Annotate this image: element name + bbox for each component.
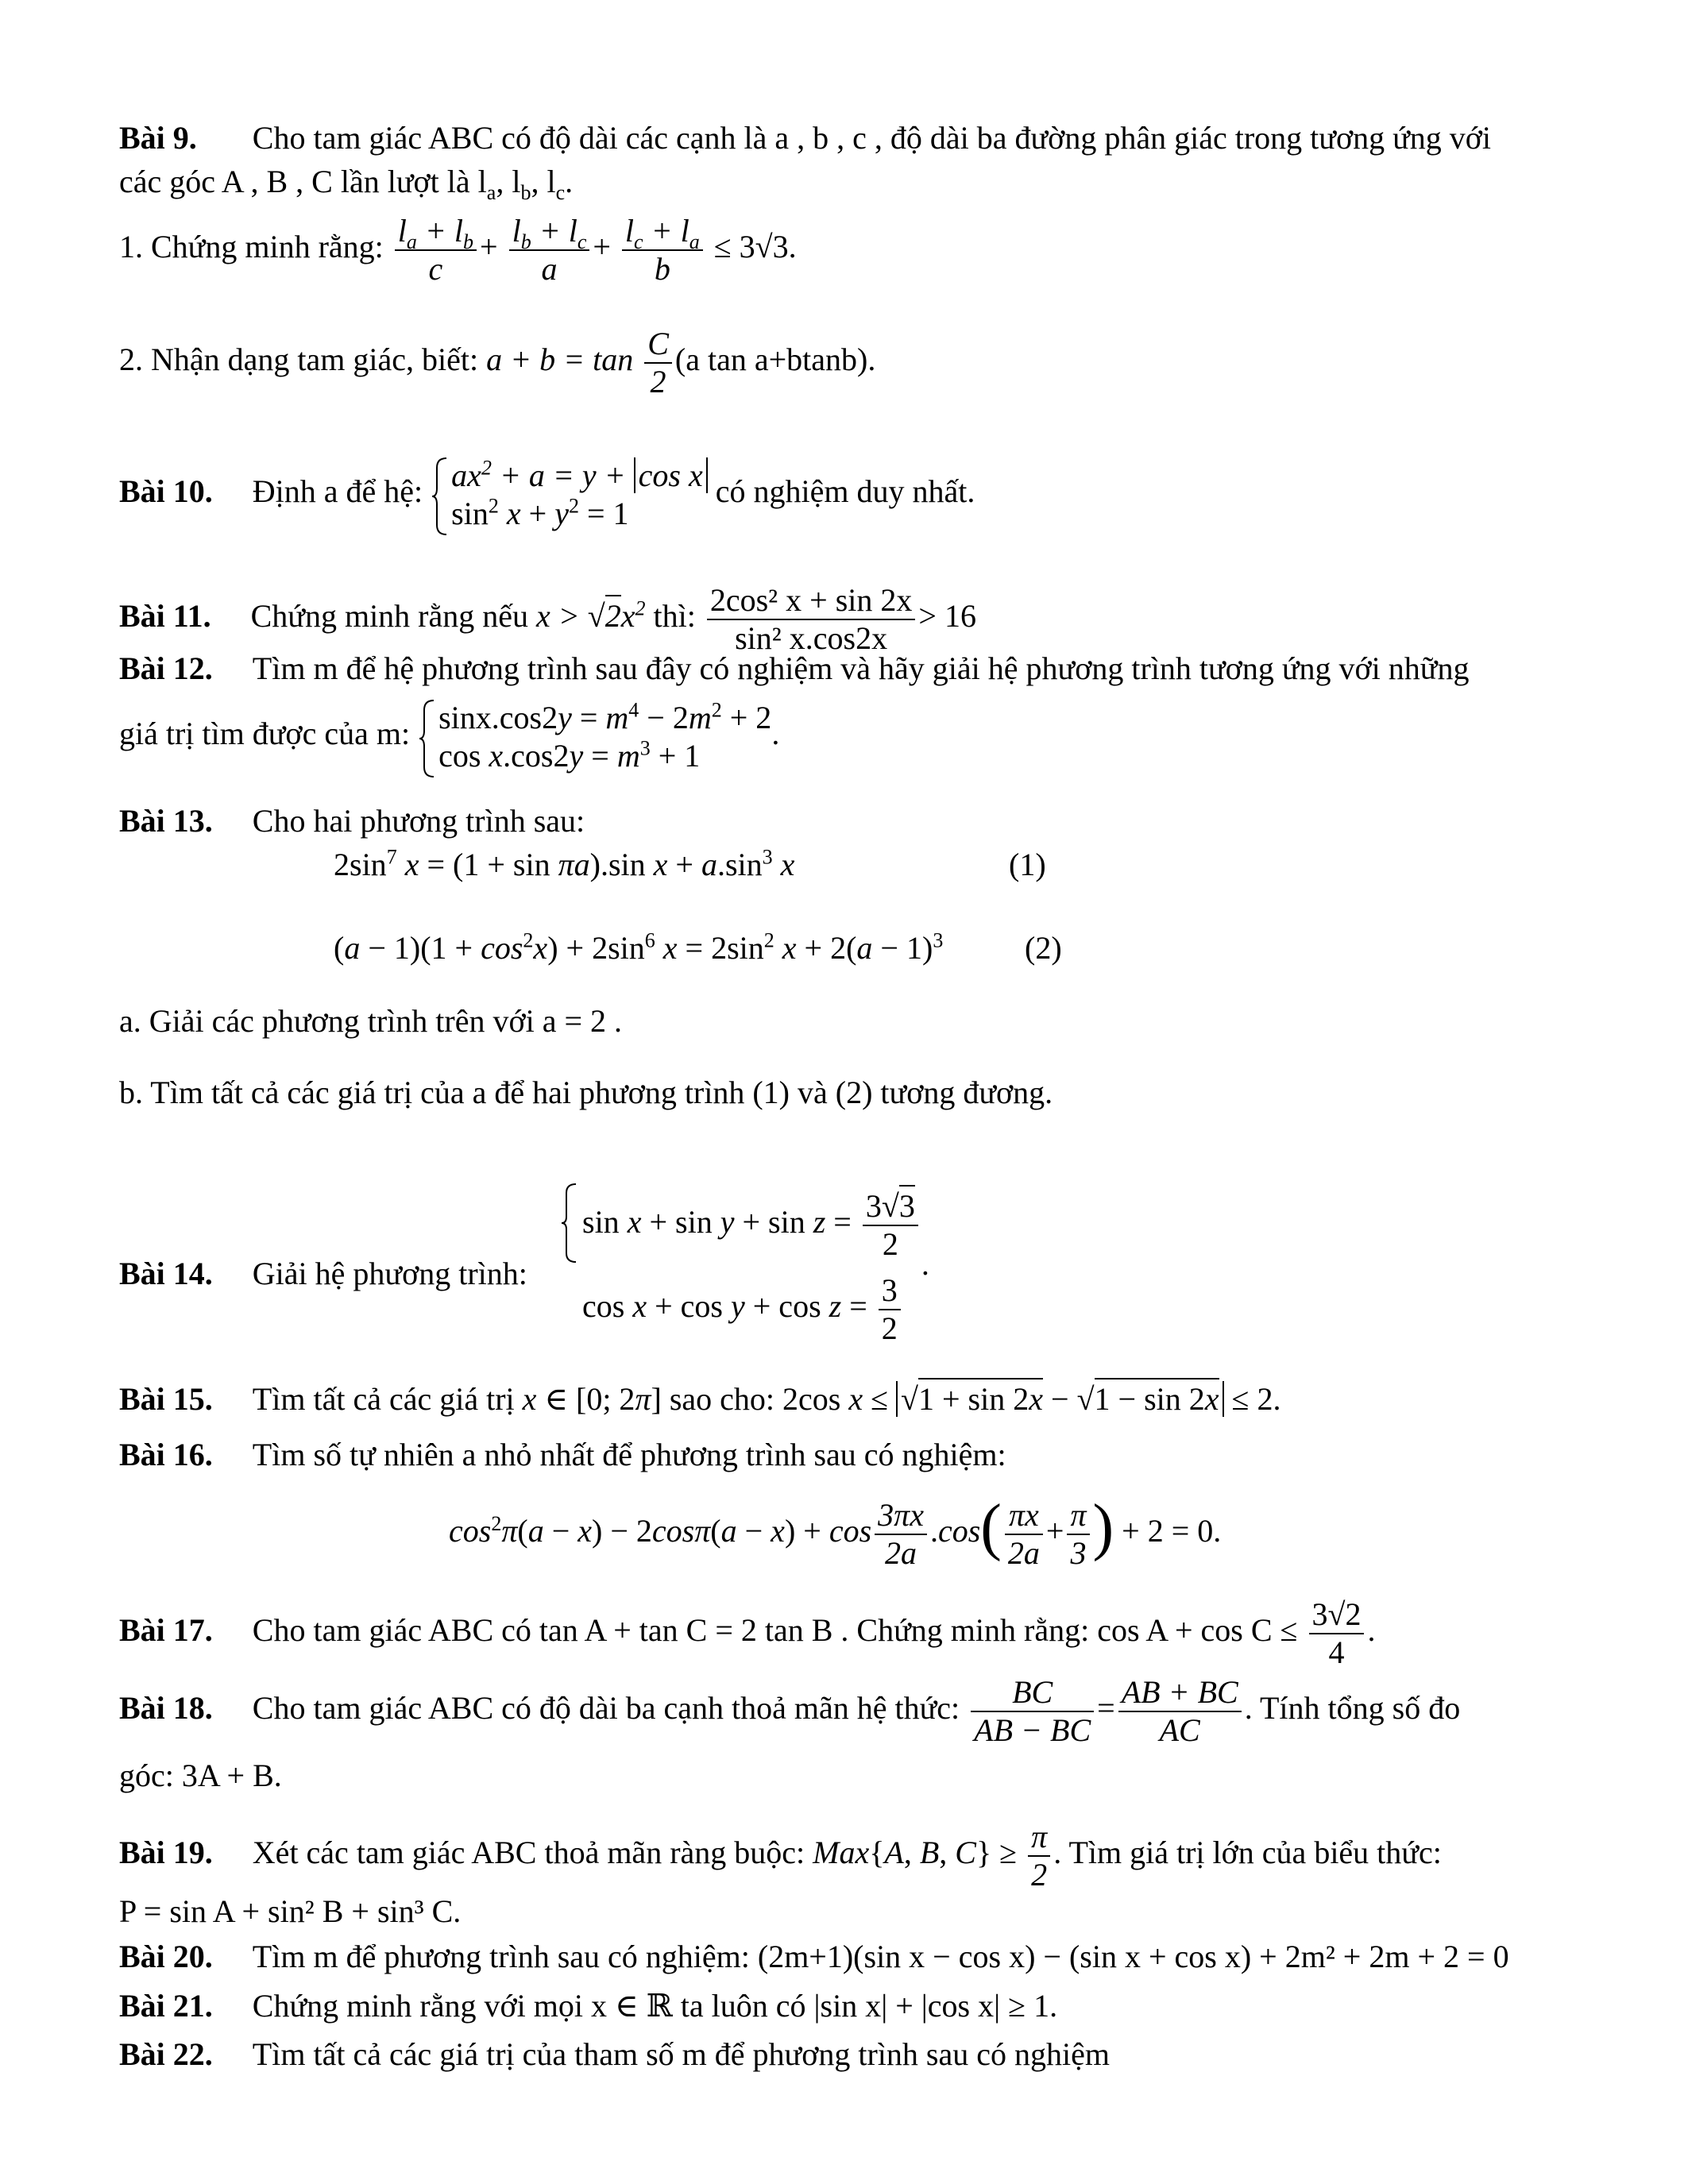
b11-text: Chứng minh rằng nếu <box>250 598 529 635</box>
b9-p2-rhs: (a tan a+btanb). <box>674 341 876 378</box>
b11-den: sin² x.cos2x <box>735 620 888 656</box>
b14-head: Bài 14. <box>119 1256 213 1291</box>
b11-head: Bài 11. <box>119 598 211 635</box>
b10-head: Bài 10. <box>119 473 213 510</box>
b20-head: Bài 20. <box>119 1939 213 1974</box>
b21-text: Chứng minh rằng với mọi x ∈ ℝ ta luôn có |sin x| + |cos x| ≥ 1. <box>252 1988 1058 2024</box>
b15-line: Bài 15. Tìm tất cả các giá trị x ∈ [0; 2π] sao cho: 2cos x ≤ √1 + sin 2x − √1 − sin 2x ≤ 2. <box>119 1380 1281 1418</box>
b9-frac2: $\frac{l_b + l_c}{a}$ <box>509 213 590 287</box>
b13-head: Bài 13. <box>119 803 213 839</box>
b18-f1-den: AB − BC <box>974 1712 1091 1748</box>
b12-line2: giá trị tìm được của m: $\sin x.\cos 2y = m^4 - 2m^2 + 2$ $\cos x.\cos 2y = m^3 + 1$ . <box>119 699 779 775</box>
b19-line1: Bài 19. Xét các tam giác ABC thoả mãn ràng buộc: Max{A, B, C} ≥ $\frac{\pi}{2}$ . Tìm giá trị lớn của biểu thức: <box>119 1819 1442 1893</box>
b9-p2-frac-den: 2 <box>650 364 666 399</box>
b13-text: Cho hai phương trình sau: <box>252 803 585 839</box>
b11-num: 2cos² x + sin 2x <box>707 582 916 620</box>
b9-frac3: $\frac{l_c + l_a}{b}$ <box>622 213 703 287</box>
b17-line: Bài 17. Cho tam giác ABC có tan A + tan C = 2 tan B . Chứng minh rằng: cos A + cos C ≤ $\frac{3√2}{4}$ . <box>119 1596 1376 1670</box>
b12-text1: Tìm m để hệ phương trình sau đây có nghiệm và hãy giải hệ phương trình tương ứng với những <box>252 650 1470 686</box>
b15-mid: sao cho: <box>669 1381 774 1417</box>
b9-text2: các góc A , B , C lần lượt là l <box>119 164 487 199</box>
b9-line2: các góc A , B , C lần lượt là $l_a$, $l_b$, $l_c$. <box>119 164 574 204</box>
b9-p1-label: 1. Chứng minh rằng: <box>119 229 384 265</box>
b18-text: Cho tam giác ABC có độ dài ba cạnh thoả mãn hệ thức: <box>252 1690 960 1727</box>
b19-head: Bài 19. <box>119 1835 213 1871</box>
b12-line1 <box>119 650 1469 688</box>
b15-head: Bài 15. <box>119 1381 213 1417</box>
b18-f1-num: BC <box>971 1674 1094 1712</box>
b19-text: Xét các tam giác ABC thoả mãn ràng buộc: <box>252 1835 805 1871</box>
b20-text: Tìm m để phương trình sau có nghiệm: (2m+1)(sin x − cos x) − (sin x + cos x) + 2m² + 2m + 2 = 0 <box>252 1939 1509 1974</box>
b13-eq1-tag: (1) <box>1009 847 1046 882</box>
b11-rhs: > 16 <box>918 598 976 635</box>
b18-f2-num: AB + BC <box>1118 1674 1242 1712</box>
b13-eq1: $2\sin^7$ x = (1 + sin πa).sin $x + a.\sin^3$ x <box>334 845 795 882</box>
brace-icon <box>431 457 448 536</box>
b14-line <box>119 1255 527 1293</box>
b17-head: Bài 17. <box>119 1612 213 1649</box>
b9-part2 <box>119 326 875 400</box>
b9-p2-frac-num: C <box>644 326 672 364</box>
b17-num: 3√2 <box>1309 1596 1365 1634</box>
b13-eq2: $(a - 1)(1 + \cos^2x) + 2\sin^6$ $x = 2\sin^2$ $x + 2(a - 1)^3$ <box>334 928 944 966</box>
brace-icon <box>418 699 435 778</box>
b11-then: thì: <box>653 598 696 635</box>
b18-tail: . Tính tổng số đo <box>1244 1690 1461 1727</box>
b12-head: Bài 12. <box>119 650 213 686</box>
b22-line <box>119 2035 1110 2074</box>
b17-den: 4 <box>1328 1634 1345 1670</box>
b17-text: Cho tam giác ABC có tan A + tan C = 2 tan B . Chứng minh rằng: cos A + cos C ≤ <box>252 1612 1298 1649</box>
b15-tail: ≤ 2. <box>1231 1381 1281 1417</box>
b10-text: Định a để hệ: <box>252 473 423 510</box>
b19-tail: . Tìm giá trị lớn của biểu thức: <box>1053 1835 1442 1871</box>
b11-line: Bài 11. Chứng minh rằng nếu $x > √2x^2$ thì: $\frac{\text{2cos² x + sin 2x}}{\text{sin² x.cos2x}}$ > 16 <box>119 582 976 656</box>
b19-line2: P = sin A + sin² B + sin³ C. <box>119 1893 462 1929</box>
b12-system: $\sin x.\cos 2y = m^4 - 2m^2 + 2$ $\cos x.\cos 2y = m^3 + 1$ <box>418 699 771 775</box>
b9-p2-label: 2. Nhận dạng tam giác, biết: <box>119 341 479 378</box>
b18-f2-den: AC <box>1159 1712 1200 1748</box>
b21-line <box>119 1987 1057 2025</box>
b18-frac1 <box>971 1674 1094 1749</box>
b17-frac <box>1309 1596 1365 1671</box>
b16-equation: $\cos^2\pi(a - x) - 2\cos\pi(a - x) + \cos$ $\frac{3\pi x}{2a}$ .cos( $\frac{\pi x}{2a}$ + $\frac{\pi}{3}$ ) + 2 = 0. <box>449 1492 1222 1571</box>
b13-eq2-tag: (2) <box>1025 930 1062 966</box>
b13-line <box>119 802 585 840</box>
b9-p2-lhs: a + b = tan <box>486 341 634 378</box>
b9-p2-frac <box>644 326 672 400</box>
b9-text1: Cho tam giác ABC có độ dài các cạnh là a , b , c , độ dài ba đường phân giác trong tương ứng với <box>252 120 1492 156</box>
b13-part-b: b. Tìm tất cả các giá trị của a để hai phương trình (1) và (2) tương đương. <box>119 1075 1053 1110</box>
b9-part1: 1. Chứng minh rằng: $\frac{l_a + l_b}{c}$ + $\frac{l_b + l_c}{a}$ + $\frac{l_c + l_a}{b}$ ≤ 3√3. <box>119 213 797 287</box>
b18-head: Bài 18. <box>119 1690 213 1727</box>
b22-text: Tìm tất cả các giá trị của tham số m để phương trình sau có nghiệm <box>252 2036 1110 2072</box>
b14-text: Giải hệ phương trình: <box>252 1256 527 1291</box>
b18-line2: góc: 3A + B. <box>119 1758 282 1793</box>
b10-line <box>119 457 975 533</box>
brace-icon <box>560 1183 577 1263</box>
b9-head: Bài 9. <box>119 120 197 156</box>
b16-line <box>119 1436 1006 1474</box>
b18-frac2 <box>1118 1674 1242 1749</box>
b18-line1: Bài 18. Cho tam giác ABC có độ dài ba cạnh thoả mãn hệ thức: $\frac{BC}{AB - BC}$ = $\frac{AB + BC}{AC}$ . Tính tổng số đo <box>119 1674 1461 1748</box>
b12-text2: giá trị tìm được của m: <box>119 716 411 752</box>
b9-p1-rhs: ≤ 3√3. <box>713 229 797 265</box>
b10-tail: có nghiệm duy nhất. <box>715 473 975 510</box>
b16-text: Tìm số tự nhiên a nhỏ nhất để phương trình sau có nghiệm: <box>252 1437 1006 1472</box>
b9-text2-tail: . <box>565 164 574 199</box>
b13-part-a: a. Giải các phương trình trên với a = 2 . <box>119 1003 623 1039</box>
b9-line1 <box>119 119 1491 157</box>
b16-head: Bài 16. <box>119 1437 213 1472</box>
b11-frac <box>707 582 916 657</box>
b20-line <box>119 1938 1509 1976</box>
b15-text: Tìm tất cả các giá trị <box>252 1381 515 1417</box>
b9-frac1: $\frac{l_a + l_b}{c}$ <box>395 213 477 287</box>
b14-system: sin x + sin y + sin z = $\frac{3√3}{2}$ cos x + cos y + cos z = $\frac{3}{2}$ . <box>560 1183 929 1352</box>
b10-system: $ax^2 + a = y + \cos x$ $\sin^2 x + y^2 = 1$ <box>431 457 708 533</box>
b22-head: Bài 22. <box>119 2036 213 2072</box>
b21-head: Bài 21. <box>119 1988 213 2024</box>
